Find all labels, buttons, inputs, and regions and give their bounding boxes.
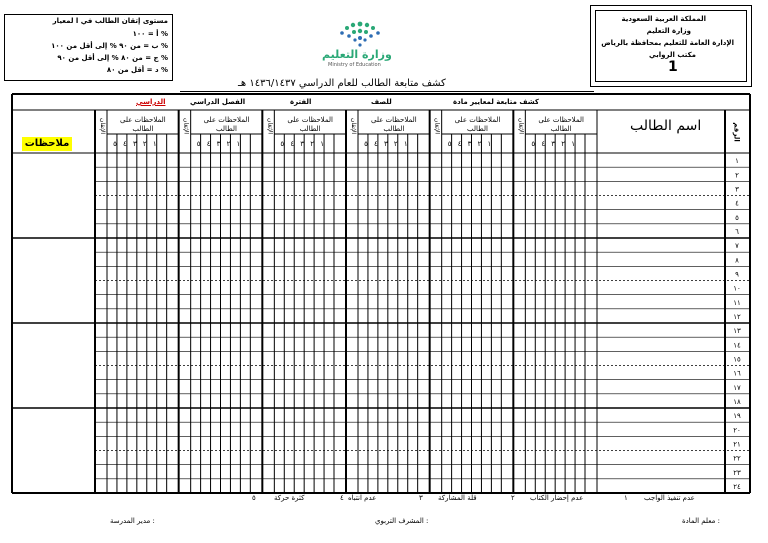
legend-2-num: ٢ bbox=[511, 494, 515, 502]
criteria-line-d: د = أقل من ٨٠ % bbox=[106, 66, 168, 74]
observations-header-line2: الطالب bbox=[299, 125, 321, 133]
row-number-7: ٧ bbox=[735, 242, 739, 251]
observations-header-line2: الطالب bbox=[383, 125, 405, 133]
ministry-line-2: وزارة التعليم bbox=[646, 27, 691, 35]
observation-number-٣: ٣ bbox=[551, 140, 556, 148]
level-header: الإتقان bbox=[433, 117, 441, 135]
page-number: 1 bbox=[668, 59, 678, 75]
criteria-title: مستوى إتقان الطالب في ا لمعيار bbox=[52, 17, 168, 25]
row-number-4: ٤ bbox=[735, 199, 739, 208]
report-title: كشف متابعة الطالب للعام الدراسي ١٤٣٦/١٤٣٧ هـ bbox=[238, 78, 446, 89]
observations-header-line1: الملاحظات على bbox=[371, 116, 417, 124]
row-number-5: ٥ bbox=[735, 213, 739, 222]
row-number-12: ١٢ bbox=[733, 312, 741, 321]
grade-label: للصف bbox=[371, 98, 392, 106]
student-name-header[interactable]: اسم الطالب bbox=[630, 118, 702, 134]
row-number-14: ١٤ bbox=[733, 341, 741, 350]
legend-2-label: عدم إحضار الكتاب bbox=[530, 494, 584, 502]
row-number-1: ١ bbox=[735, 157, 739, 166]
row-number-3: ٣ bbox=[735, 185, 739, 194]
observations-header-line1: الملاحظات على bbox=[454, 116, 501, 124]
observations-header-line1: الملاحظات على bbox=[203, 116, 250, 124]
observation-number-١: ١ bbox=[320, 140, 324, 148]
level-header: الإتقان bbox=[99, 117, 106, 135]
logo-arabic-text: وزارة التعليم bbox=[322, 48, 392, 61]
notes-header[interactable]: ملاحظات bbox=[22, 137, 72, 151]
observation-number-٤: ٤ bbox=[290, 140, 295, 148]
criteria-label: كشف متابعة لمعايير مادة bbox=[453, 98, 539, 106]
row-number-11: ١١ bbox=[733, 298, 741, 307]
observation-number-٥: ٥ bbox=[196, 140, 201, 148]
observation-number-٣: ٣ bbox=[467, 140, 472, 148]
observation-number-٣: ٣ bbox=[383, 140, 388, 148]
legend-1-label: عدم تنفيذ الواجب bbox=[644, 494, 695, 502]
row-number-20: ٢٠ bbox=[733, 426, 741, 435]
observation-number-٢: ٢ bbox=[477, 140, 482, 148]
observation-number-٣: ٣ bbox=[216, 140, 221, 148]
criteria-line-b: ب = من ٩٠ % إلى أقل من ١٠٠ % bbox=[51, 42, 168, 50]
ministry-line-1: المملكة العربية السعودية bbox=[621, 15, 706, 23]
level-header: الإتقان bbox=[266, 117, 274, 135]
level-header: الإتقان bbox=[517, 117, 525, 135]
observation-number-٤: ٤ bbox=[123, 140, 127, 148]
level-header: الإتقان bbox=[350, 117, 357, 135]
row-number-21: ٢١ bbox=[733, 440, 741, 449]
observations-header-line1: الملاحظات على bbox=[120, 116, 166, 124]
observation-number-١: ١ bbox=[487, 140, 492, 148]
legend-3-num: ٣ bbox=[419, 494, 423, 502]
observation-number-٤: ٤ bbox=[457, 140, 462, 148]
legend-4-label: عدم انتباه bbox=[348, 494, 377, 502]
observation-number-٢: ٢ bbox=[142, 140, 147, 148]
row-number-15: ١٥ bbox=[733, 355, 741, 364]
observation-number-٥: ٥ bbox=[531, 140, 536, 148]
ministry-line-3: الإدارة العامة للتعليم بمحافظة بالرياض bbox=[601, 39, 734, 47]
legend-5-label: كثرة حركة bbox=[274, 494, 305, 502]
observation-number-٥: ٥ bbox=[447, 140, 452, 148]
observation-number-٥: ٥ bbox=[113, 140, 117, 148]
observations-header-line2: الطالب bbox=[550, 125, 572, 133]
observation-number-٣: ٣ bbox=[300, 140, 305, 148]
level-header: الإتقان bbox=[182, 117, 190, 135]
observations-header-line2: الطالب bbox=[467, 125, 488, 133]
row-number-2: ٢ bbox=[735, 171, 739, 180]
row-number-17: ١٧ bbox=[733, 383, 741, 392]
row-number-22: ٢٢ bbox=[733, 454, 741, 463]
observation-number-٤: ٤ bbox=[206, 140, 211, 148]
observation-number-٢: ٢ bbox=[310, 140, 315, 148]
row-number-6: ٦ bbox=[735, 227, 739, 236]
observation-number-٣: ٣ bbox=[132, 140, 137, 148]
criteria-line-c: ج = من ٨٠ % إلى أقل من ٩٠ % bbox=[57, 54, 168, 62]
logo-english-text: Ministry of Education bbox=[328, 62, 381, 68]
observations-header-line2: الطالب bbox=[132, 125, 154, 133]
observation-number-٤: ٤ bbox=[541, 140, 546, 148]
observation-number-٢: ٢ bbox=[561, 140, 566, 148]
row-number-19: ١٩ bbox=[733, 412, 741, 421]
semester-value: الدراسي bbox=[136, 98, 166, 106]
legend-1-num: ١ bbox=[624, 494, 628, 502]
ministry-line-4: مكتب الروابي bbox=[649, 51, 696, 59]
criteria-line-a: أ = ١٠٠ % bbox=[132, 30, 168, 38]
teacher-signature[interactable]: معلم المادة : bbox=[682, 517, 720, 525]
observation-number-٢: ٢ bbox=[393, 140, 398, 148]
principal-signature[interactable]: مدير المدرسة : bbox=[110, 517, 155, 525]
legend-4-num: ٤ bbox=[340, 494, 344, 502]
semester-label: الفصل الدراسي bbox=[190, 98, 246, 106]
observations-header-line1: الملاحظات على bbox=[287, 116, 333, 124]
period-label: الفترة bbox=[290, 98, 312, 106]
row-number-16: ١٦ bbox=[733, 369, 741, 378]
legend-3-label: قلة المشاركة bbox=[438, 494, 477, 502]
row-number-23: ٢٣ bbox=[733, 468, 741, 477]
row-number-10: ١٠ bbox=[733, 284, 741, 293]
observation-number-٥: ٥ bbox=[364, 140, 368, 148]
row-number-18: ١٨ bbox=[733, 397, 741, 406]
row-number-24: ٢٤ bbox=[733, 482, 741, 491]
observation-number-١: ١ bbox=[236, 140, 241, 148]
row-number-8: ٨ bbox=[735, 256, 739, 265]
observation-number-١: ١ bbox=[152, 140, 157, 148]
row-number-13: ١٣ bbox=[733, 327, 741, 336]
observations-header-line2: الطالب bbox=[216, 125, 237, 133]
serial-header: الرقم bbox=[732, 122, 741, 142]
legend-5-num: ٥ bbox=[252, 494, 256, 502]
observation-number-٢: ٢ bbox=[226, 140, 231, 148]
observation-number-٥: ٥ bbox=[280, 140, 285, 148]
observation-number-٤: ٤ bbox=[374, 140, 378, 148]
supervisor-signature[interactable]: المشرف التربوي : bbox=[375, 517, 429, 525]
observation-number-١: ١ bbox=[403, 140, 408, 148]
observation-number-١: ١ bbox=[571, 140, 575, 148]
row-number-9: ٩ bbox=[735, 270, 739, 279]
observations-header-line1: الملاحظات على bbox=[538, 116, 584, 124]
